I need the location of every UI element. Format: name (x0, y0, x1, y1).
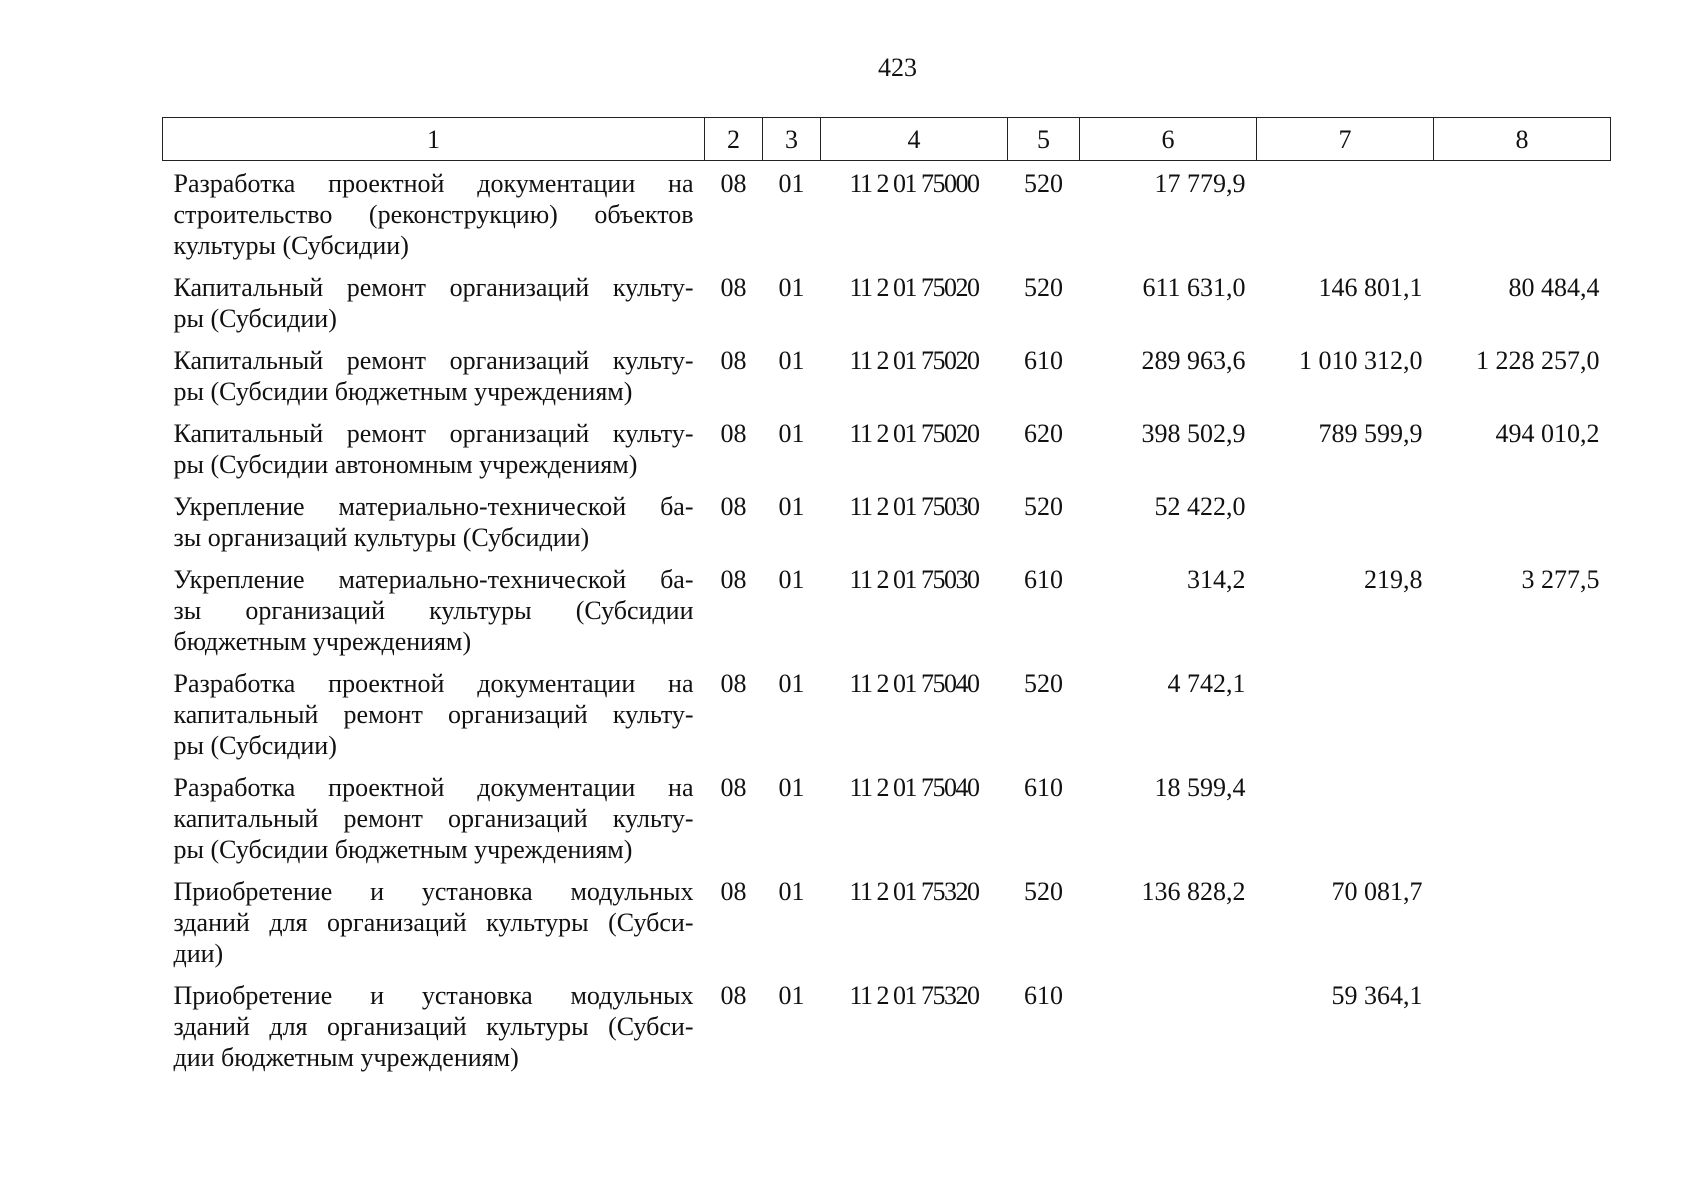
target-article-cell: 11 2 01 75030 (849, 565, 979, 594)
row-name-line: Приобретение и установка модульных (173, 981, 694, 1010)
expense-type-cell: 520 (1024, 877, 1063, 906)
row-name-line: бюджетным учреждениям) (173, 627, 472, 656)
header-col-6: 6 (1080, 118, 1257, 161)
target-article-cell: 11 2 01 75320 (849, 877, 979, 906)
table-body (163, 161, 1611, 1085)
table-row (163, 161, 1611, 273)
row-name-line: ры (Субсидии автономным учреждениям) (173, 450, 638, 479)
header-col-2: 2 (705, 118, 763, 161)
row-name-line: Укрепление материально-технической ба- (173, 492, 694, 521)
target-article-cell: 11 2 01 75030 (849, 492, 979, 521)
amount-col-8-cell: 3 277,5 (1521, 565, 1600, 594)
row-name-cell (163, 418, 705, 491)
expense-type-cell: 520 (1024, 669, 1063, 698)
amount-col-6-cell: 17 779,9 (1154, 169, 1246, 198)
table-row (163, 564, 1611, 668)
table-row (163, 980, 1611, 1084)
row-name-line: дии бюджетным учреждениям) (173, 1043, 519, 1072)
table-header-row (163, 118, 1611, 161)
expense-type-cell: 610 (1024, 773, 1063, 802)
amount-col-6-cell (1080, 980, 1257, 1084)
row-name-line: Приобретение и установка модульных (173, 877, 694, 906)
target-article-cell: 11 2 01 75020 (849, 419, 979, 448)
section-cell: 08 (720, 419, 747, 448)
header-col-8: 8 (1434, 118, 1611, 161)
subsection-cell: 01 (778, 419, 805, 448)
section-cell: 08 (720, 169, 747, 198)
expense-type-cell: 610 (1024, 346, 1063, 375)
amount-col-7-cell: 70 081,7 (1331, 877, 1423, 906)
amount-col-7-cell (1257, 772, 1434, 876)
row-name-line: культуры (Субсидии) (173, 231, 409, 260)
row-name-line: Разработка проектной документации на (173, 669, 694, 698)
table-row (163, 345, 1611, 418)
target-article-cell: 11 2 01 75320 (849, 981, 979, 1010)
row-name-line: дии) (173, 939, 224, 968)
table-row (163, 772, 1611, 876)
row-name-cell (163, 564, 705, 668)
target-article-cell: 11 2 01 75040 (849, 773, 979, 802)
row-name-cell (163, 876, 705, 980)
amount-col-7-cell (1257, 161, 1434, 273)
expense-type-cell: 610 (1024, 981, 1063, 1010)
row-name-line: зы организаций культуры (Субсидии) (173, 523, 590, 552)
row-name-cell (163, 668, 705, 772)
row-name-line: строительство (реконструкцию) объектов (173, 200, 694, 229)
target-article-cell: 11 2 01 75020 (849, 346, 979, 375)
amount-col-8-cell: 1 228 257,0 (1476, 346, 1600, 375)
row-name-line: ры (Субсидии) (173, 304, 337, 333)
row-name-cell (163, 491, 705, 564)
row-name-line: Капитальный ремонт организаций культу- (173, 346, 694, 375)
amount-col-7-cell (1257, 668, 1434, 772)
row-name-line: Капитальный ремонт организаций культу- (173, 273, 694, 302)
subsection-cell: 01 (778, 773, 805, 802)
row-name-cell (163, 161, 705, 273)
section-cell: 08 (720, 492, 747, 521)
row-name-line: Разработка проектной документации на (173, 169, 694, 198)
amount-col-6-cell: 4 742,1 (1167, 669, 1246, 698)
amount-col-7-cell: 789 599,9 (1318, 419, 1423, 448)
row-name-line: зданий для организаций культуры (Субси- (173, 908, 694, 937)
header-col-1: 1 (163, 118, 705, 161)
row-name-cell (163, 345, 705, 418)
target-article-cell: 11 2 01 75000 (849, 169, 979, 198)
row-name-line: капитальный ремонт организаций культу- (173, 804, 694, 833)
section-cell: 08 (720, 273, 747, 302)
row-name-line: ры (Субсидии бюджетным учреждениям) (173, 835, 633, 864)
amount-col-6-cell: 52 422,0 (1154, 492, 1246, 521)
row-name-line: зы организаций культуры (Субсидии (173, 596, 694, 625)
target-article-cell: 11 2 01 75020 (849, 273, 979, 302)
row-name-line: ры (Субсидии) (173, 731, 337, 760)
row-name-line: ры (Субсидии бюджетным учреждениям) (173, 377, 633, 406)
section-cell: 08 (720, 877, 747, 906)
subsection-cell: 01 (778, 669, 805, 698)
header-col-5: 5 (1008, 118, 1080, 161)
target-article-cell: 11 2 01 75040 (849, 669, 979, 698)
amount-col-8-cell (1434, 876, 1611, 980)
amount-col-6-cell: 314,2 (1187, 565, 1246, 594)
section-cell: 08 (720, 565, 747, 594)
amount-col-6-cell: 398 502,9 (1141, 419, 1246, 448)
amount-col-7-cell: 59 364,1 (1331, 981, 1423, 1010)
section-cell: 08 (720, 669, 747, 698)
amount-col-8-cell (1434, 772, 1611, 876)
table-row (163, 491, 1611, 564)
row-name-cell (163, 772, 705, 876)
expense-type-cell: 610 (1024, 565, 1063, 594)
amount-col-8-cell (1434, 491, 1611, 564)
table-row (163, 272, 1611, 345)
amount-col-8-cell: 494 010,2 (1495, 419, 1600, 448)
budget-table (162, 117, 1611, 1084)
header-col-4: 4 (821, 118, 1008, 161)
table-row (163, 876, 1611, 980)
row-name-line: зданий для организаций культуры (Субси- (173, 1012, 694, 1041)
amount-col-8-cell (1434, 980, 1611, 1084)
subsection-cell: 01 (778, 346, 805, 375)
amount-col-7-cell (1257, 491, 1434, 564)
amount-col-8-cell (1434, 668, 1611, 772)
page-number: 423 (878, 53, 917, 82)
table-row (163, 668, 1611, 772)
row-name-line: Укрепление материально-технической ба- (173, 565, 694, 594)
row-name-line: капитальный ремонт организаций культу- (173, 700, 694, 729)
table-row (163, 418, 1611, 491)
subsection-cell: 01 (778, 877, 805, 906)
subsection-cell: 01 (778, 565, 805, 594)
section-cell: 08 (720, 346, 747, 375)
subsection-cell: 01 (778, 492, 805, 521)
subsection-cell: 01 (778, 169, 805, 198)
expense-type-cell: 520 (1024, 273, 1063, 302)
expense-type-cell: 620 (1024, 419, 1063, 448)
amount-col-8-cell: 80 484,4 (1508, 273, 1600, 302)
amount-col-8-cell (1434, 161, 1611, 273)
section-cell: 08 (720, 981, 747, 1010)
amount-col-6-cell: 289 963,6 (1141, 346, 1246, 375)
amount-col-6-cell: 18 599,4 (1154, 773, 1246, 802)
expense-type-cell: 520 (1024, 169, 1063, 198)
header-col-7: 7 (1257, 118, 1434, 161)
row-name-line: Капитальный ремонт организаций культу- (173, 419, 694, 448)
amount-col-6-cell: 136 828,2 (1141, 877, 1246, 906)
header-col-3: 3 (763, 118, 821, 161)
amount-col-7-cell: 1 010 312,0 (1299, 346, 1423, 375)
amount-col-7-cell: 219,8 (1364, 565, 1423, 594)
amount-col-7-cell: 146 801,1 (1318, 273, 1423, 302)
row-name-line: Разработка проектной документации на (173, 773, 694, 802)
subsection-cell: 01 (778, 273, 805, 302)
subsection-cell: 01 (778, 981, 805, 1010)
row-name-cell (163, 980, 705, 1084)
section-cell: 08 (720, 773, 747, 802)
amount-col-6-cell: 611 631,0 (1142, 273, 1246, 302)
expense-type-cell: 520 (1024, 492, 1063, 521)
row-name-cell (163, 272, 705, 345)
